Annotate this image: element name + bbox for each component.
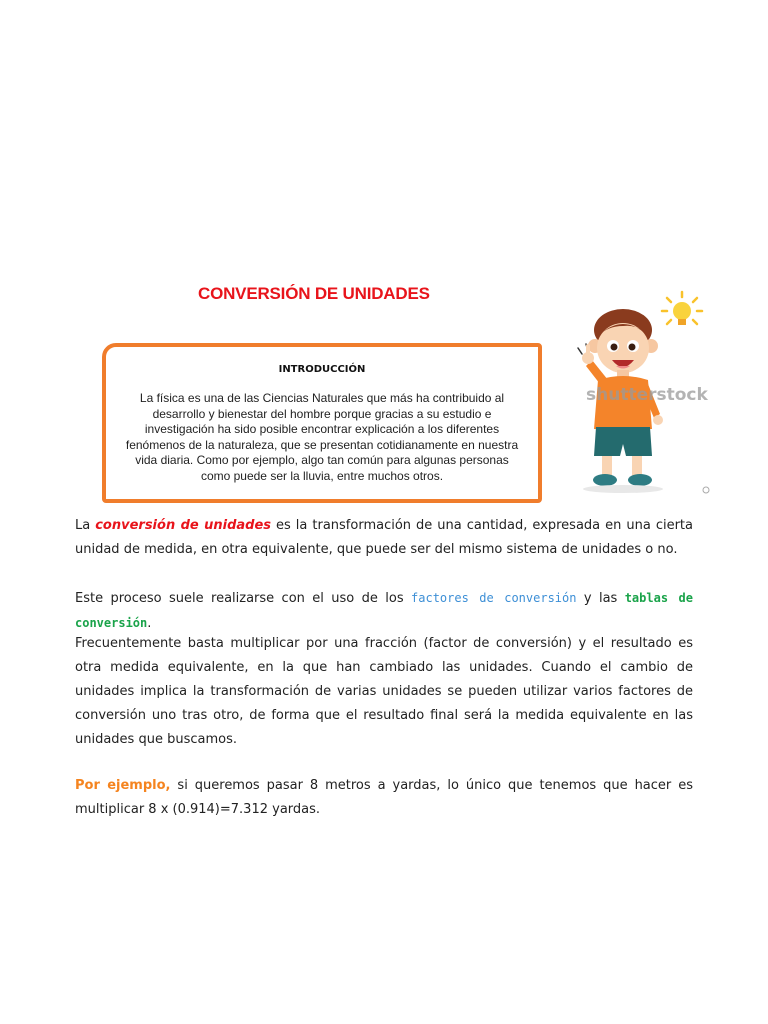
boy-illustration-icon (568, 284, 718, 499)
paragraph-explanation: Frecuentemente basta multiplicar por una fracción (factor de conversión) y el resultado es otra medida equivalente, en la que han cambiado las unidades. Cuando el cambio de unidades implica la transformación de varias unidades se pueden utilizar varios factores de conversión uno tras otro, de forma que el resultado final será la medida equivalente en las unidades que buscamos. (75, 636, 693, 747)
page-title: CONVERSIÓN DE UNIDADES (198, 284, 430, 303)
highlight-por-ejemplo: Por ejemplo, (75, 778, 171, 793)
paragraph-definition: La conversión de unidades es la transformación de una cantidad, expresada en una cierta unidad de medida, en otra equivalente, que puede ser del mismo sistema de unidades o no. (75, 518, 693, 557)
paragraph-process: Este proceso suele realizarse con el uso de los factores de conversión y las tablas de conversión. (75, 591, 693, 631)
watermark-text: shutterstock (586, 385, 708, 405)
introduction-box (102, 343, 542, 503)
lightbulb-icon (662, 292, 702, 325)
highlight-tablas: tablas de conversión (75, 591, 693, 630)
paragraph-example: Por ejemplo, si queremos pasar 8 metros a yardas, lo único que tenemos que hacer es multiplicar 8 x (0.914)=7.312 yardas. (75, 778, 693, 817)
boy-with-lightbulb-illustration (568, 284, 718, 499)
introduction-text: La física es una de las Ciencias Naturales que más ha contribuido al desarrollo y bienestar del hombre porque gracias a su estudio e investigación ha sido posible encontrar explicación a los diferentes fenómenos de la naturaleza, que se presentan cotidianamente en nuestra vida diaria. Como por ejemplo, algo tan común para algunas personas como puede ser la lluvia, entre muchos otros. (125, 391, 519, 483)
highlight-conversion-de-unidades: conversión de unidades (95, 518, 272, 533)
highlight-factores: factores de conversión (411, 591, 577, 605)
introduction-heading: INTRODUCCIÓN (278, 364, 366, 375)
